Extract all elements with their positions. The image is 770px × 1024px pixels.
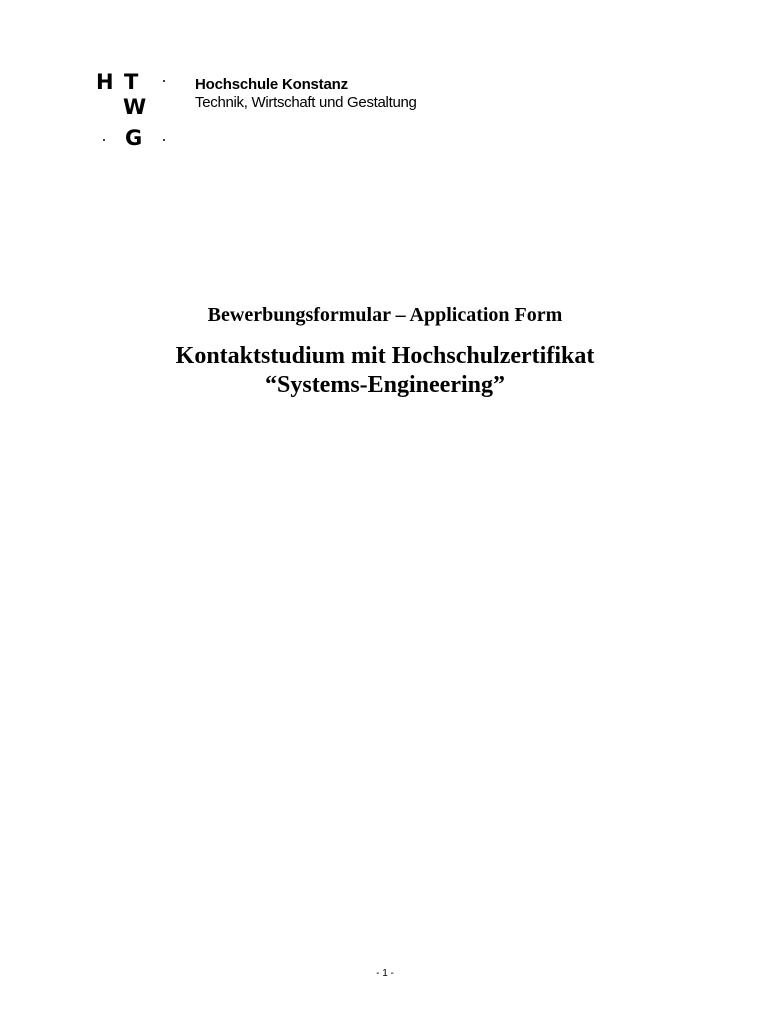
- institution-text: [195, 76, 417, 112]
- logo-dot: [103, 139, 105, 141]
- page-number: - 1 -: [376, 968, 394, 979]
- logo-letter-h: H: [96, 70, 114, 94]
- logo-letter-g: G: [125, 126, 143, 150]
- logo-letter-t: T: [124, 70, 139, 94]
- institution-subtitle: Technik, Wirtschaft und Gestaltung: [195, 94, 417, 111]
- logo-dot: [163, 80, 165, 82]
- logo-letter-w: W: [123, 95, 147, 119]
- form-heading: Bewerbungsformular – Application Form: [207, 304, 563, 326]
- institution-name: Hochschule Konstanz: [195, 76, 348, 93]
- course-title: [0, 342, 770, 400]
- logo-dot: [163, 139, 165, 141]
- course-title-line-2: “Systems-Engineering”: [265, 372, 505, 398]
- course-title-line-1: Kontaktstudium mit Hochschulzertifikat: [175, 343, 595, 369]
- htwg-logo: [92, 68, 492, 158]
